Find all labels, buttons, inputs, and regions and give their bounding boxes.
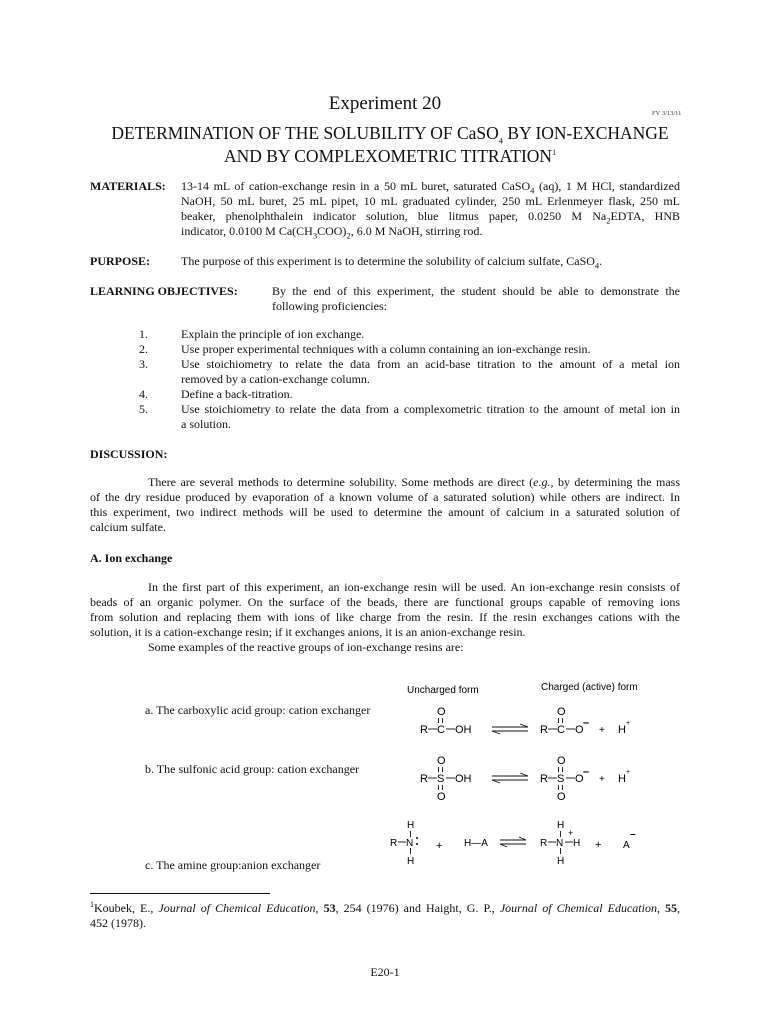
sulfonic-charged: [540, 755, 630, 803]
svg-text:+: +: [595, 839, 602, 851]
svg-text:–: –: [630, 829, 636, 840]
svg-text:R: R: [390, 838, 398, 849]
svg-text:H: H: [407, 856, 415, 867]
document-code: FV 3/13/11: [652, 110, 682, 117]
svg-text:R: R: [540, 773, 548, 785]
svg-text:+: +: [626, 720, 631, 727]
svg-text:H: H: [618, 724, 626, 736]
svg-text:O: O: [557, 706, 566, 718]
svg-text:O: O: [557, 791, 566, 803]
amine-charged: [540, 820, 636, 867]
svg-text:N: N: [406, 838, 414, 849]
svg-text:O: O: [437, 706, 446, 718]
equilibrium-arrow-b: [492, 773, 528, 783]
main-title: DETERMINATION OF THE SOLUBILITY OF CaSO$_4$ BY ION-EXCHANGE AND BY COMPLEXOMETRIC TITRATION$^1$: [111, 123, 669, 166]
list-item: 3. Use stoichiometry to relate the data from an acid-base titration to the amount of a metal ion removed by a cation-exchange column.: [139, 357, 680, 386]
svg-text:+: +: [599, 774, 605, 785]
svg-text:+: +: [599, 725, 605, 736]
purpose-text: The purpose of this experiment is to determine the solubility of calcium sulfate, CaSO$_4$.: [181, 254, 603, 271]
svg-text:OH: OH: [455, 724, 472, 736]
page-number: E20-1: [370, 965, 400, 979]
svg-text:H—A: H—A: [464, 838, 488, 849]
svg-text:R: R: [420, 724, 428, 736]
svg-text:N: N: [556, 838, 564, 849]
svg-text:R: R: [540, 838, 548, 849]
svg-text:O: O: [575, 724, 584, 736]
svg-text:H: H: [557, 820, 565, 831]
equilibrium-arrow-a: [492, 724, 528, 734]
sulfonic-uncharged: [420, 755, 472, 803]
svg-text:–: –: [583, 766, 590, 778]
svg-text:+: +: [568, 828, 574, 838]
svg-text:+: +: [626, 769, 631, 776]
list-item: 4. Define a back-titration.: [139, 387, 293, 401]
discussion-paragraph: There are several methods to determine solubility. Some methods are direct (e.g., by determining the mass of the dry residue produced by evaporation of a known volume of a saturated solution) while others are indirect. In this experiment, two indirect methods will be used to determine the amount of calcium in a saturated solution of calcium sulfate.: [90, 475, 680, 534]
objectives-label: LEARNING OBJECTIVES:: [90, 284, 238, 298]
svg-text:O: O: [437, 791, 446, 803]
footnote-rule: [90, 893, 270, 894]
list-item: 2. Use proper experimental techniques with a column containing an ion-exchange resin.: [139, 342, 591, 356]
section-a-paragraph: In the first part of this experiment, an ion-exchange resin will be used. An ion-exchange resin consists of beads of an organic polymer. On the surface of the beads, there are functional groups capable of removing ions from solution and replacing them with ions of like charge from the resin. If the resin exchanges cations with the solution, it is a cation-exchange resin; if it exchanges anions, it is an anion-exchange resin. Some examples of the reactive groups of ion-exchange resins are:: [90, 580, 680, 654]
svg-text:O: O: [557, 755, 566, 767]
carboxylic-uncharged: [420, 706, 472, 736]
svg-text:C: C: [557, 724, 565, 736]
equilibrium-arrow-c: [500, 837, 526, 847]
section-a-heading: A. Ion exchange: [90, 551, 173, 565]
svg-text:O: O: [437, 755, 446, 767]
svg-text:S: S: [437, 773, 445, 785]
svg-text:S: S: [557, 773, 565, 785]
row-b-label: b. The sulfonic acid group: cation exchanger: [145, 762, 360, 776]
objectives-list: [128, 327, 680, 432]
amine-uncharged: [390, 820, 488, 867]
svg-text:H: H: [407, 820, 415, 831]
svg-text:O: O: [575, 773, 584, 785]
footnote: $^1$Koubek, E., Journal of Chemical Education, 53, 254 (1976) and Haight, G. P., Journal of Chemical Education, 55, 452 (1978).: [90, 900, 680, 930]
row-c-label: c. The amine group:anion exchanger: [145, 858, 321, 872]
svg-text:R: R: [420, 773, 428, 785]
svg-text:A: A: [623, 840, 630, 851]
svg-text:–: –: [583, 717, 590, 729]
objectives-intro: By the end of this experiment, the student should be able to demonstrate the following proficiencies:: [272, 284, 680, 313]
svg-text:H: H: [557, 856, 565, 867]
charged-header: Charged (active) form: [541, 682, 638, 693]
row-a-label: a. The carboxylic acid group: cation exchanger: [145, 703, 371, 717]
materials-label: MATERIALS:: [90, 179, 166, 193]
ion-exchange-scheme: [380, 675, 680, 875]
purpose-label: PURPOSE:: [90, 254, 150, 268]
svg-text:OH: OH: [455, 773, 472, 785]
discussion-label: DISCUSSION:: [90, 447, 168, 461]
svg-text:R: R: [540, 724, 548, 736]
list-item: 5. Use stoichiometry to relate the data from a complexometric titration to the amount of metal ion in a solution.: [139, 402, 680, 431]
uncharged-header: Uncharged form: [407, 685, 479, 696]
svg-text:H: H: [573, 838, 581, 849]
svg-text:+: +: [436, 840, 443, 852]
list-item: 1. Explain the principle of ion exchange.: [139, 327, 365, 341]
experiment-title: Experiment 20: [328, 93, 442, 114]
svg-text:C: C: [437, 724, 445, 736]
svg-text:H: H: [618, 773, 626, 785]
materials-text: 13-14 mL of cation-exchange resin in a 50 mL buret, saturated CaSO$_4$ (aq), 1 M HCl, standardized NaOH, 50 mL buret, 25 mL pipet, 10 mL graduated cylinder, 250 mL Erlenmeyer flask, 250 mL beaker, phenolphthalein indicator solution, blue litmus paper, 0.0250 M $Na_2EDTA$, HNB indicator, 0.0100 M $Ca(CH_3COO)_2$, 6.0 M NaOH, stirring rod.: [181, 179, 680, 241]
carboxylic-charged: [540, 706, 630, 736]
